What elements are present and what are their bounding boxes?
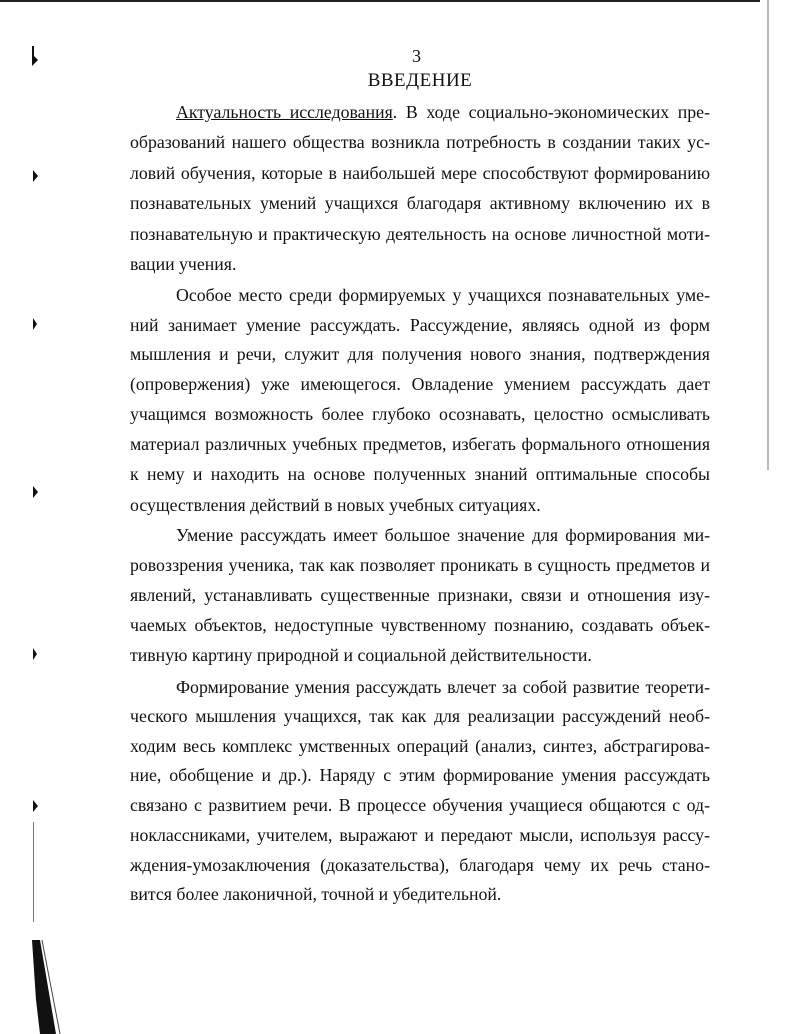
paragraph-line: ровоззрения ученика, так как позволяет проникать в сущность предметов и <box>130 555 710 575</box>
paragraph-line: познавательную и практическую деятельность на основе личностной моти- <box>130 224 710 244</box>
scan-binding-shadow <box>26 940 66 1034</box>
paragraph-line: ловий обучения, которые в наибольшей мере способствуют формированию <box>130 163 710 183</box>
section-heading: ВВЕДЕНИЕ <box>367 70 473 91</box>
binding-mark <box>33 648 37 660</box>
paragraph-line: ноклассниками, учителем, выражают и передают мысли, используя рассу- <box>130 825 710 845</box>
paragraph-line: (опровержения) уже имеющегося. Овладение умением рассуждать дает <box>130 374 710 394</box>
paragraph-line: ждения-умозаключения (доказательства), благодаря чему их речь стано- <box>130 855 710 875</box>
paragraph-line: тивную картину природной и социальной действительности. <box>130 645 592 665</box>
paragraph-line: ние, обобщение и др.). Наряду с этим формирование умения рассуждать <box>130 765 710 785</box>
paragraph-line: ний занимает умение рассуждать. Рассуждение, являясь одной из форм <box>130 315 710 335</box>
paragraph-line: мышления и речи, служит для получения нового знания, подтверждения <box>130 344 710 364</box>
paragraph-line: материал различных учебных предметов, избегать формального отношения <box>130 434 710 454</box>
paragraph-line: вится более лаконичной, точной и убедительной. <box>130 884 502 904</box>
binding-mark <box>33 318 37 330</box>
binding-mark <box>32 46 34 64</box>
paragraph-line: Особое место среди формируемых у учащихся познавательных уме- <box>176 285 710 305</box>
paragraph-line: учащимся возможность более глубоко осознавать, целостно осмысливать <box>130 404 710 424</box>
paragraph-line: образований нашего общества возникла потребность в создании таких ус- <box>130 132 710 152</box>
binding-mark <box>33 486 38 498</box>
paragraph-line: Умение рассуждать имеет большое значение для формирования ми- <box>176 525 710 545</box>
paragraph-line: явлений, устанавливать существенные признаки, связи и отношения изу- <box>130 585 710 605</box>
paragraph-line: связано с развитием речи. В процессе обучения учащиеся общаются с од- <box>130 795 710 815</box>
page-number: 3 <box>412 46 421 66</box>
paragraph-line: Актуальность исследования. В ходе социально-экономических пре- <box>176 102 710 122</box>
paragraph-line: Формирование умения рассуждать влечет за собой развитие теорети- <box>176 677 710 697</box>
binding-line <box>33 822 34 922</box>
paragraph-line: осуществления действий в новых учебных ситуациях. <box>130 495 541 515</box>
paragraph-line: к нему и находить на основе полученных знаний оптимальные способы <box>130 464 710 484</box>
paragraph-line: познавательных умений учащихся благодаря активному включению их в <box>130 193 710 213</box>
scan-top-border <box>0 0 760 2</box>
paragraph-line: ходим весь комплекс умственных операций (анализ, синтез, абстрагирова- <box>130 736 710 756</box>
paragraph-line: вации учения. <box>130 254 237 274</box>
paragraph-line: ческого мышления учащихся, так как для реализации рассуждений необ- <box>130 706 710 726</box>
binding-mark <box>33 800 38 812</box>
relevance-label: Актуальность исследования <box>176 102 393 122</box>
binding-mark <box>33 170 38 182</box>
paragraph-line: чаемых объектов, недоступные чувственному познанию, создавать объек- <box>130 615 710 635</box>
